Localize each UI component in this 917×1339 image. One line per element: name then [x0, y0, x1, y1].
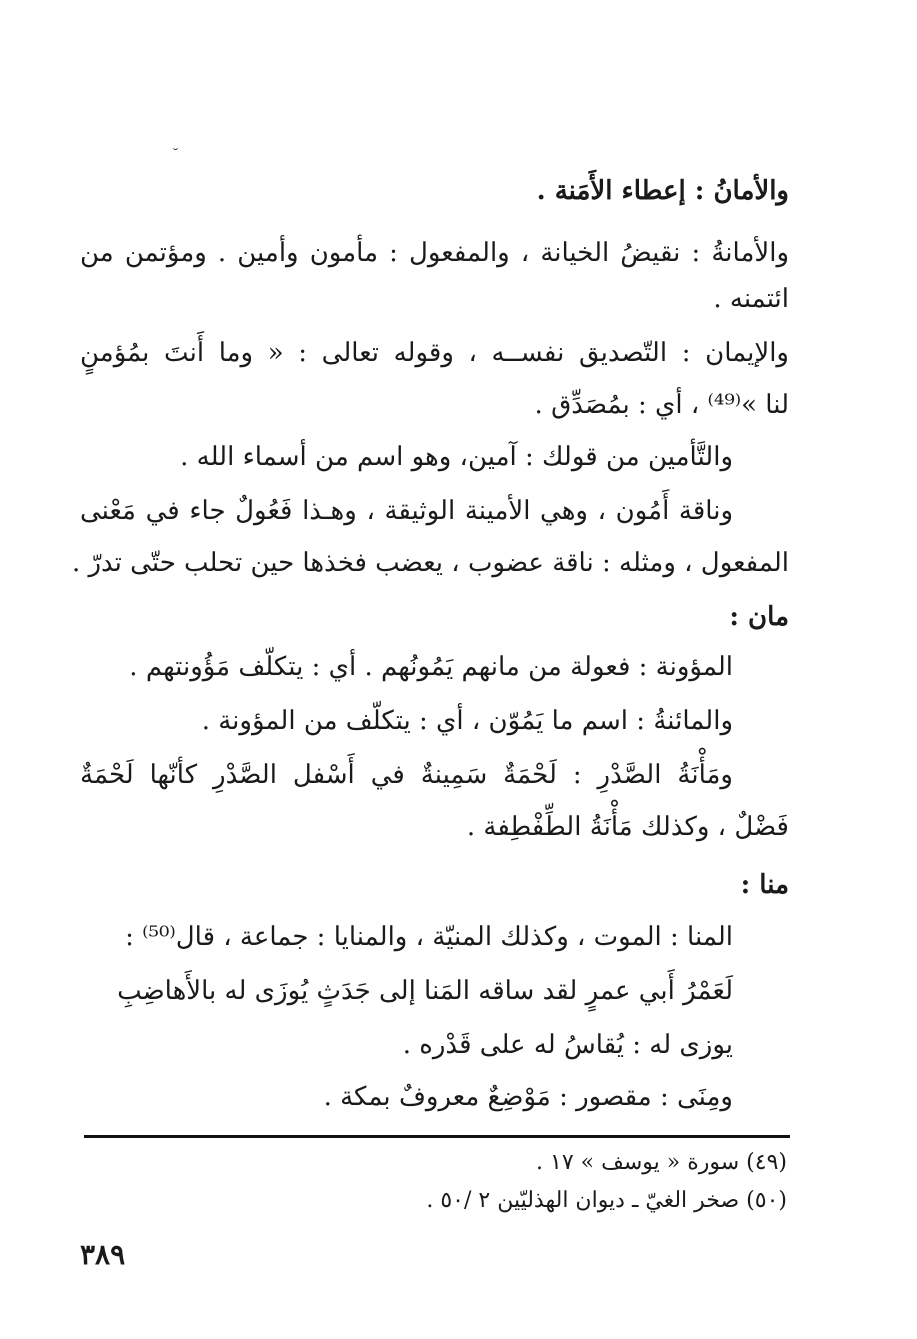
entry-line: لنا »⁽⁴⁹⁾ ، أي : بمُصَدِّق .: [534, 390, 789, 420]
verse-line: لَعَمْرُ أَبي عمرٍ لقد ساقه المَنا إلى جَدَثٍ يُوزَى له بالأَهاضِبِ: [117, 976, 733, 1006]
entry-line: المنا : الموت ، وكذلك المنيّة ، والمنايا : جماعة ، قال⁽⁵⁰⁾ :: [125, 922, 733, 952]
section-heading: منا :: [740, 870, 789, 900]
footnote: (٤٩) سورة « يوسف » ١٧ .: [536, 1150, 787, 1175]
footnote-divider: [84, 1135, 790, 1138]
entry-line: والأمانُ : إعطاء الأَمَنة .: [536, 176, 789, 206]
entry-line: وناقة أَمُون ، وهي الأمينة الوثيقة ، وهـذا فَعُولٌ جاء في مَعْنى: [80, 496, 733, 526]
section-heading: مان :: [729, 602, 789, 632]
entry-line: المؤونة : فعولة من مانهم يَمُونُهم . أي : يتكلّف مَؤُونتهم .: [129, 652, 733, 682]
page-number: ٣٨٩: [80, 1238, 126, 1271]
entry-line: والأمانةُ : نقيضُ الخيانة ، والمفعول : مأمون وأمين . ومؤتمن من: [80, 238, 789, 268]
entry-line: فَضْلٌ ، وكذلك مَأْنَةُ الطِّفْطِفة .: [466, 812, 789, 842]
entry-line: ومَأْنَةُ الصَّدْرِ : لَحْمَةٌ سَمِينةٌ في أَسْفل الصَّدْرِ كأنّها لَحْمَةٌ: [80, 760, 733, 790]
entry-line: ومِنَى : مقصور : مَوْضِعٌ معروفٌ بمكة .: [323, 1082, 733, 1112]
footnote: (٥٠) صخر الغيّ ـ ديوان الهذليّين ٢ /٥٠ .: [426, 1188, 787, 1213]
entry-line: المفعول ، ومثله : ناقة عضوب ، يعضب فخذها حين تحلب حتّى تدرّ .: [71, 548, 789, 578]
entry-line: والإيمان : التّصديق نفســه ، وقوله تعالى : « وما أَنتَ بمُؤمنٍ: [80, 338, 789, 368]
entry-line: والتَّأمين من قولك : آمين، وهو اسم من أسماء الله .: [180, 442, 733, 472]
entry-line: ائتمنه .: [713, 284, 789, 314]
entry-line: يوزى له : يُقاسُ له على قَدْره .: [402, 1030, 733, 1060]
ink-speck: ˘: [172, 147, 179, 163]
entry-line: والمائنةُ : اسم ما يَمُوّن ، أي : يتكلّف من المؤونة .: [201, 706, 733, 736]
